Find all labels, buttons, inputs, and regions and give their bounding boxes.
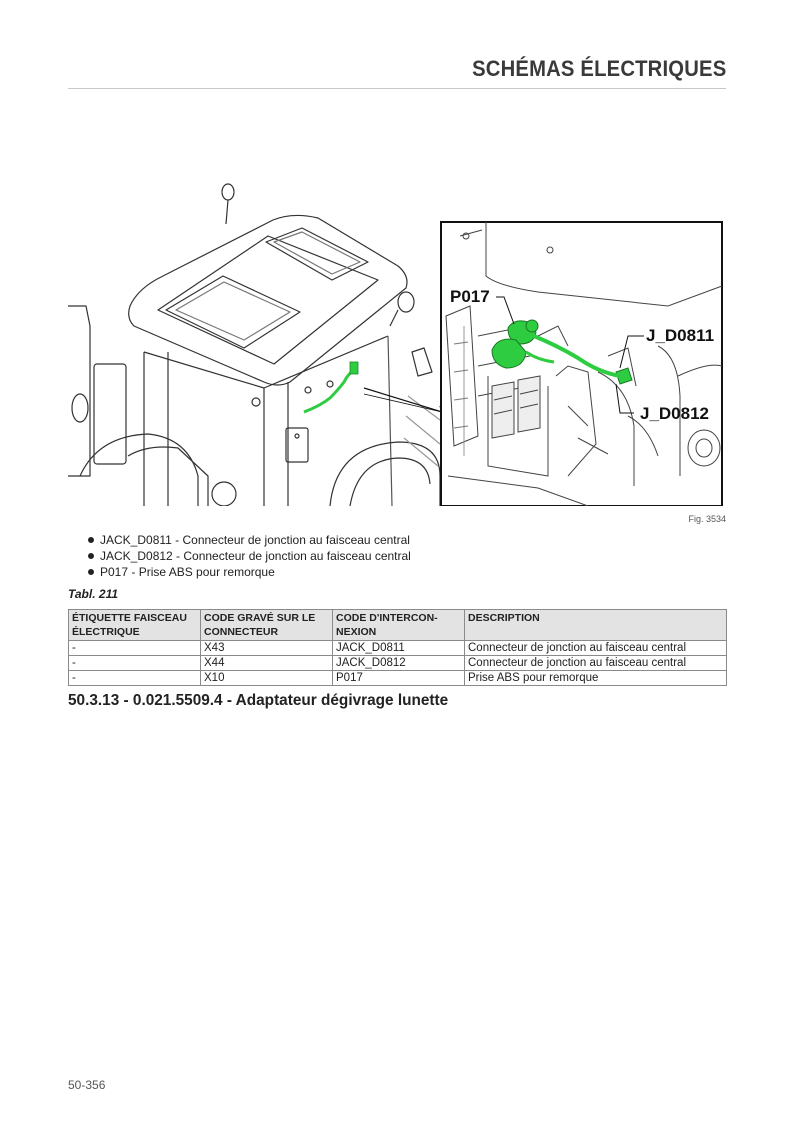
- table-cell: Prise ABS pour remorque: [465, 671, 727, 686]
- section-heading: 50.3.13 - 0.021.5509.4 - Adaptateur dégivrage lunette: [68, 692, 449, 709]
- table-cell: X43: [201, 641, 333, 656]
- legend-list: [88, 532, 411, 580]
- page-number: 50-356: [68, 1078, 106, 1092]
- table-cell: -: [69, 671, 201, 686]
- table-row: [69, 656, 727, 671]
- figure-number: Fig. 3534: [688, 514, 726, 524]
- table-row: [69, 671, 727, 686]
- callout-j-d0812: J_D0812: [640, 404, 710, 423]
- legend-item: JACK_D0812 - Connecteur de jonction au faisceau central: [88, 548, 411, 564]
- legend-item: P017 - Prise ABS pour remorque: [88, 564, 411, 580]
- callout-p017: P017: [450, 287, 490, 306]
- table-cell: P017: [333, 671, 465, 686]
- table-cell: Connecteur de jonction au faisceau central: [465, 656, 727, 671]
- column-header: ÉTIQUETTE FAISCEAU ÉLECTRIQUE: [69, 610, 201, 641]
- table-row: [69, 641, 727, 656]
- legend-item: JACK_D0811 - Connecteur de jonction au faisceau central: [88, 532, 411, 548]
- table-cell: -: [69, 641, 201, 656]
- table-header-row: [69, 610, 727, 641]
- table-cell: -: [69, 656, 201, 671]
- table-cell: JACK_D0812: [333, 656, 465, 671]
- callout-j-d0811: J_D0811: [646, 326, 715, 345]
- tractor-cab-drawing: [68, 176, 728, 506]
- column-header: DESCRIPTION: [465, 610, 727, 641]
- column-header: CODE D'INTERCON-NEXION: [333, 610, 465, 641]
- table-cell: JACK_D0811: [333, 641, 465, 656]
- connector-table: [68, 609, 727, 686]
- table-cell: Connecteur de jonction au faisceau central: [465, 641, 727, 656]
- technical-illustration: [68, 176, 728, 506]
- table-cell: X44: [201, 656, 333, 671]
- table-cell: X10: [201, 671, 333, 686]
- page-header-title: SCHÉMAS ÉLECTRIQUES: [471, 56, 726, 81]
- header-rule: [68, 88, 726, 89]
- column-header: CODE GRAVÉ SUR LE CONNECTEUR: [201, 610, 333, 641]
- table-caption: Tabl. 211: [68, 587, 119, 601]
